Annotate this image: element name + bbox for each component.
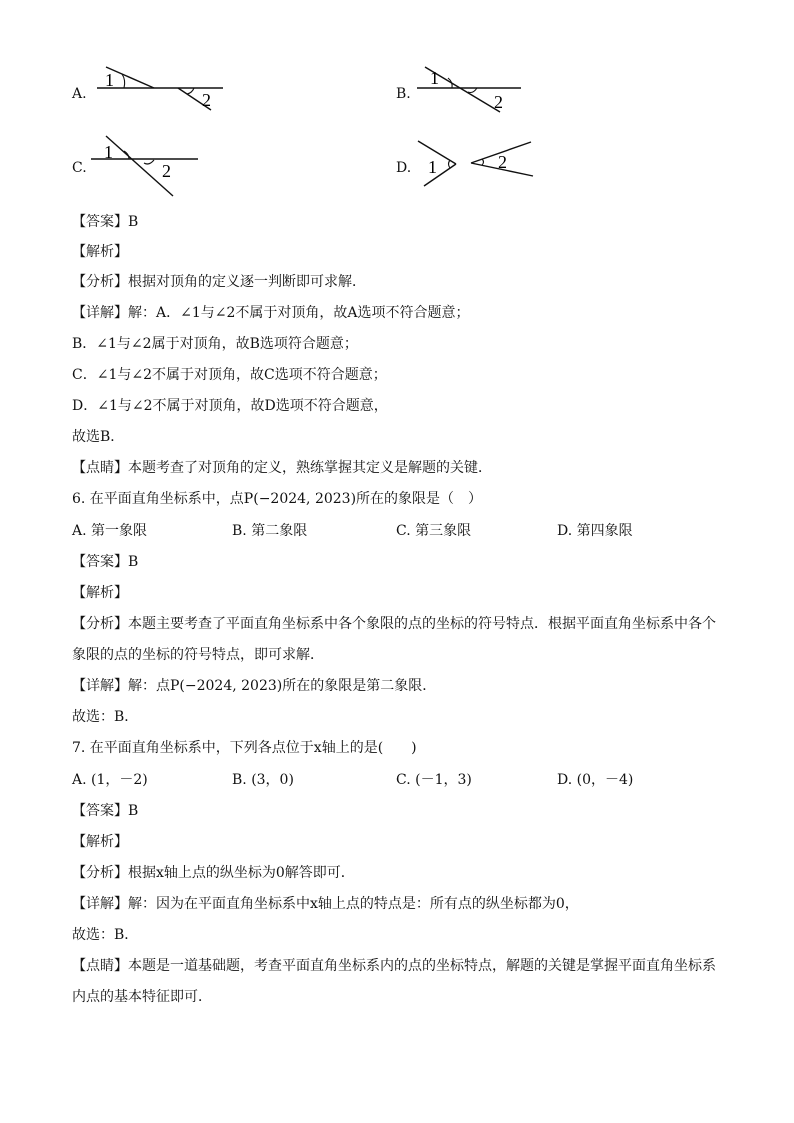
angle-1-label: 1 xyxy=(105,70,114,90)
q7-fenxi: 【分析】根据x轴上点的纵坐标为0解答即可． xyxy=(72,865,355,881)
q7-option-a: A. (1，－2) xyxy=(72,772,148,788)
q6-fenxi-line1: 【分析】本题主要考查了平面直角坐标系中各个象限的点的坐标的符号特点．根据平面直角坐标系中各个 xyxy=(72,616,716,632)
q7-option-c: C. (－1，3) xyxy=(396,772,472,788)
q5-detail-b: B．∠1与∠2属于对顶角，故B选项符合题意； xyxy=(72,336,358,352)
q7-comment-line2: 内点的基本特征即可． xyxy=(72,989,212,1005)
q7-option-b: B. (3，0) xyxy=(232,772,294,788)
q5-choose: 故选B． xyxy=(72,429,125,445)
q5-fenxi: 【分析】根据对顶角的定义逐一判断即可求解． xyxy=(72,274,366,290)
q6-detail: 【详解】解：点P(−2024, 2023)所在的象限是第二象限． xyxy=(72,678,437,694)
q6-fenxi-line2: 象限的点的坐标的符号特点，即可求解． xyxy=(72,647,324,663)
angle-1-label: 1 xyxy=(430,68,439,88)
angle-1-label: 1 xyxy=(428,157,437,177)
q6-analysis-heading: 【解析】 xyxy=(72,585,128,601)
option-b-label: B. xyxy=(396,86,411,102)
q6-option-d: D. 第四象限 xyxy=(557,523,633,539)
figure-d-angles xyxy=(414,136,539,196)
figure-a-angles xyxy=(90,62,230,117)
q5-comment: 【点睛】本题考查了对顶角的定义，熟练掌握其定义是解题的关键． xyxy=(72,460,492,476)
angle-2-label: 2 xyxy=(498,152,507,172)
q6-choose: 故选：B． xyxy=(72,709,139,725)
q7-analysis-heading: 【解析】 xyxy=(72,834,128,850)
figure-b-angles xyxy=(414,62,534,117)
angle-1-label: 1 xyxy=(104,142,113,162)
q5-detail-c: C．∠1与∠2不属于对顶角，故C选项不符合题意； xyxy=(72,367,387,383)
option-d-label: D. xyxy=(396,160,412,176)
q7-answer: 【答案】B xyxy=(72,803,139,819)
angle-2-label: 2 xyxy=(202,90,211,110)
q7-comment-line1: 【点睛】本题是一道基础题，考查平面直角坐标系内的点的坐标特点，解题的关键是掌握平面直角坐标系 xyxy=(72,958,716,974)
q7-option-d: D. (0，－4) xyxy=(557,772,634,788)
q5-detail-d: D．∠1与∠2不属于对顶角，故D选项不符合题意， xyxy=(72,398,388,414)
q5-detail-a: 【详解】解：A．∠1与∠2不属于对顶角，故A选项不符合题意； xyxy=(72,305,470,321)
figure-c-angles xyxy=(88,132,208,202)
q5-answer: 【答案】B xyxy=(72,214,139,230)
q7-choose: 故选：B． xyxy=(72,927,139,943)
q6-answer: 【答案】B xyxy=(72,554,139,570)
q6-option-b: B. 第二象限 xyxy=(232,523,308,539)
q6-option-a: A. 第一象限 xyxy=(72,523,148,539)
option-c-label: C. xyxy=(72,160,87,176)
option-a-label: A. xyxy=(72,86,87,102)
q6-stem: 6. 在平面直角坐标系中，点P(−2024, 2023)所在的象限是（ ） xyxy=(72,491,483,507)
q6-option-c: C. 第三象限 xyxy=(396,523,472,539)
q7-stem: 7. 在平面直角坐标系中，下列各点位于x轴上的是( ) xyxy=(72,740,417,756)
q5-analysis-heading: 【解析】 xyxy=(72,244,128,260)
angle-2-label: 2 xyxy=(494,92,503,112)
angle-2-label: 2 xyxy=(162,161,171,181)
q7-detail: 【详解】解：因为在平面直角坐标系中x轴上点的特点是：所有点的纵坐标都为0， xyxy=(72,896,579,912)
